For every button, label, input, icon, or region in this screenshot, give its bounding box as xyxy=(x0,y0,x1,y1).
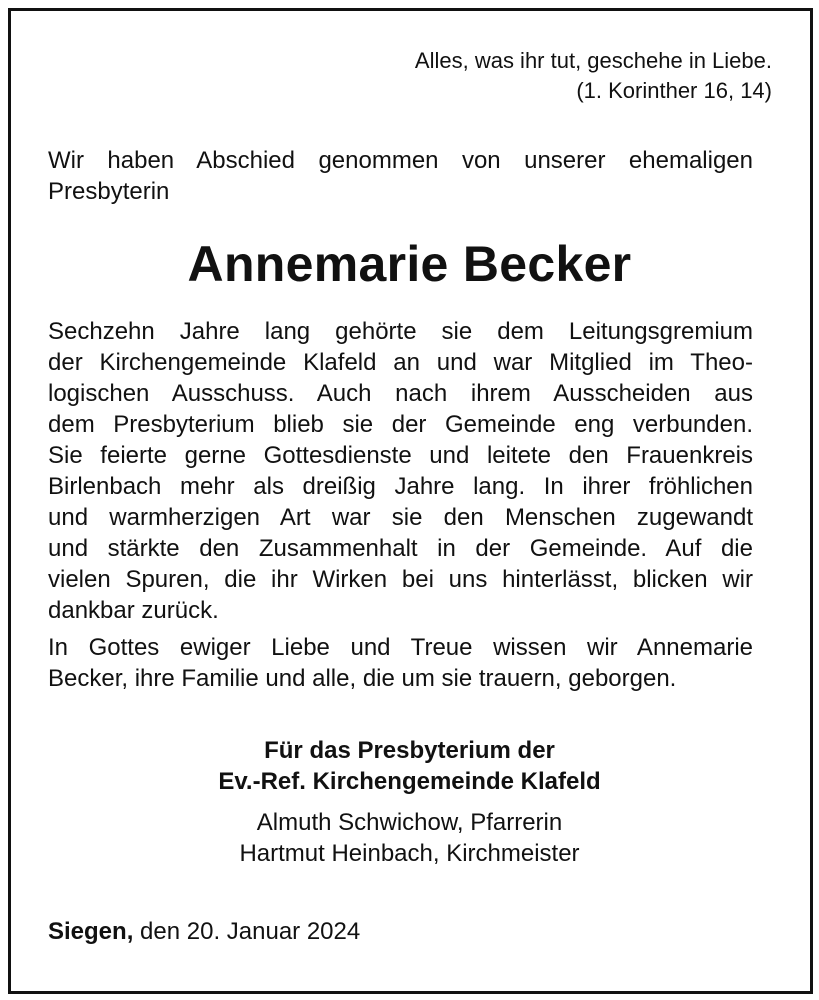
dateline-city: Siegen, xyxy=(48,918,134,945)
verse-reference: (1. Korinther 16, 14) xyxy=(576,78,772,103)
verse-text: Alles, was ihr tut, geschehe in Liebe. xyxy=(414,48,772,73)
text-line: Sie feierte gerne Gottesdienste und leitete den Frauenkreis xyxy=(48,442,753,469)
paragraph-faith xyxy=(48,632,753,694)
text-line: Birlenbach mehr als dreißig Jahre lang. In ihrer fröhlichen xyxy=(48,473,753,500)
deceased-name: Annemarie Becker xyxy=(187,236,632,292)
dateline xyxy=(48,916,360,947)
paragraph-tribute xyxy=(48,316,753,626)
intro-line: Presbyterin xyxy=(48,178,170,205)
signature-org-line: Ev.-Ref. Kirchengemeinde Klafeld xyxy=(218,768,601,795)
text-line: der Kirchengemeinde Klafeld an und war Mitglied im Theo- xyxy=(48,349,753,376)
text-line: Becker, ihre Familie und alle, die um sie trauern, geborgen. xyxy=(48,665,677,692)
signatory-churchwarden: Hartmut Heinbach, Kirchmeister xyxy=(239,840,580,867)
intro-line: Wir haben Abschied genommen von unserer ehemaligen xyxy=(48,147,753,174)
signatory-pastor: Almuth Schwichow, Pfarrerin xyxy=(256,809,563,836)
signature-block xyxy=(0,735,819,869)
text-line: logischen Ausschuss. Auch nach ihrem Ausscheiden aus xyxy=(48,380,753,407)
intro-text xyxy=(48,145,753,207)
text-line: dankbar zurück. xyxy=(48,597,219,624)
text-line: In Gottes ewiger Liebe und Treue wissen wir Annemarie xyxy=(48,634,753,661)
text-line: und stärkte den Zusammenhalt in der Gemeinde. Auf die xyxy=(48,535,753,562)
text-line: und warmherzigen Art war sie den Menschen zugewandt xyxy=(48,504,753,531)
bible-verse xyxy=(415,46,772,106)
obituary-body xyxy=(48,316,753,700)
text-line: Sechzehn Jahre lang gehörte sie dem Leitungsgremium xyxy=(48,318,753,345)
text-line: vielen Spuren, die ihr Wirken bei uns hinterlässt, blicken wir xyxy=(48,566,753,593)
signature-org-line: Für das Presbyterium der xyxy=(264,737,555,764)
dateline-date: den 20. Januar 2024 xyxy=(140,918,361,945)
text-line: dem Presbyterium blieb sie der Gemeinde eng verbunden. xyxy=(48,411,753,438)
signature-spacer xyxy=(0,797,819,807)
